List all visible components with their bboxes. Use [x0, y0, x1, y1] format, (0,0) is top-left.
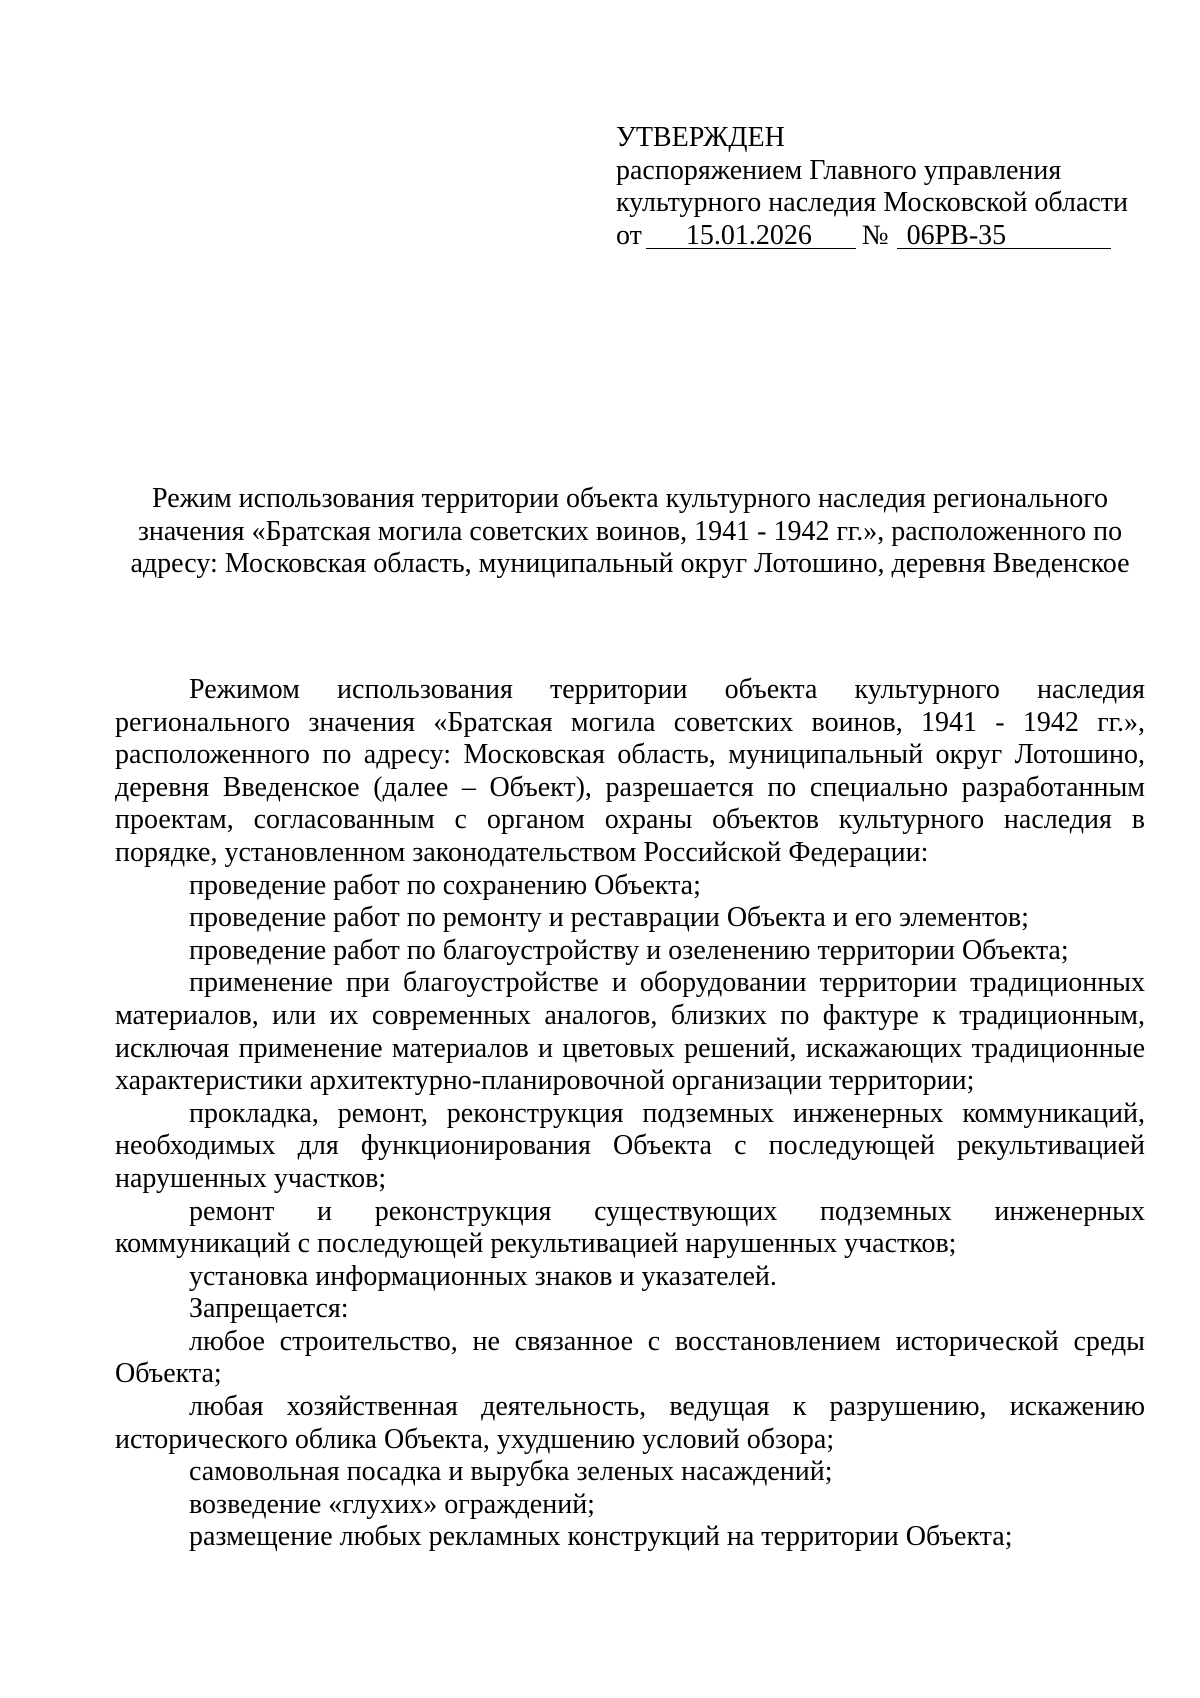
prohibited-item: размещение любых рекламных конструкций на территории Объекта; [189, 1521, 1013, 1553]
allowed-item: проведение работ по сохранению Объекта; [189, 869, 701, 901]
allowed-item: прокладка, ремонт, реконструкция подземных инженерных коммуникаций, необходимых для функционирования Объекта с последующей рекультивацией нарушенных участков; [115, 1097, 1145, 1194]
prohibited-item: любое строительство, не связанное с восстановлением исторической среды Объекта; [115, 1325, 1145, 1390]
document-body [115, 674, 1145, 1554]
allowed-item: установка информационных знаков и указателей. [189, 1260, 777, 1292]
allowed-item: проведение работ по благоустройству и озеленению территории Объекта; [189, 934, 1069, 966]
approval-heading: УТВЕРЖДЕН [616, 122, 785, 153]
prohibited-item: любая хозяйственная деятельность, ведущая к разрушению, искажению исторического облика Объекта, ухудшению условий обзора; [115, 1391, 1145, 1455]
prohibited-item: самовольная посадка и вырубка зеленых насаждений; [189, 1456, 833, 1488]
prohibited-item: возведение «глухих» ограждений; [189, 1488, 595, 1520]
title-line-3: адресу: Московская область, муниципальный округ Лотошино, деревня Введенское [130, 548, 1130, 579]
intro-paragraph: Режимом использования территории объекта культурного наследия регионального значения «Братская могила советских воинов, 1941 - 1942 гг.», расположенного по адресу: Московская область, муниципальный округ Лотошино, деревня Введенское (далее – Объект), разрешается по специально разработанным проектам, согласованным с органом охраны объектов культурного наследия в порядке, установленном законодательством Российской Федерации: [115, 674, 1145, 868]
approval-number: 06РВ-35 [897, 223, 1111, 249]
allowed-item: проведение работ по ремонту и реставрации Объекта и его элементов; [189, 902, 1029, 934]
date-prefix: от [616, 219, 642, 251]
approval-line-1: распоряжением Главного управления [616, 154, 1062, 186]
document-title [115, 483, 1145, 581]
title-line-1: Режим использования территории объекта культурного наследия регионального [152, 483, 1108, 514]
approval-date: 15.01.2026 [646, 223, 856, 249]
approval-line-2: культурного наследия Московской области [616, 187, 1129, 218]
approval-stamp-block [616, 122, 1136, 252]
approval-date-number-line [616, 220, 1136, 253]
prohibited-heading: Запрещается: [189, 1293, 349, 1325]
allowed-item: ремонт и реконструкция существующих подземных инженерных коммуникаций с последующей рекультивацией нарушенных участков; [115, 1195, 1145, 1260]
title-line-2: значения «Братская могила советских воинов, 1941 - 1942 гг.», расположенного по [137, 515, 1123, 547]
allowed-item: применение при благоустройстве и оборудовании территории традиционных материалов, или их современных аналогов, близких по фактуре к традиционным, исключая применение материалов и цветовых решений, искажающих традиционные характеристики архитектурно-планировочной организации территории; [115, 967, 1145, 1097]
number-label: № [861, 219, 889, 251]
